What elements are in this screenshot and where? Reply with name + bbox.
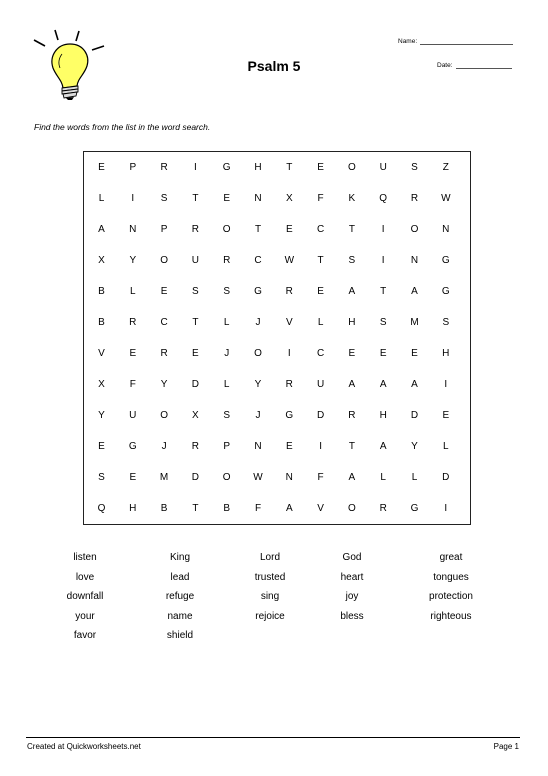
word-list-item: downfall	[66, 591, 104, 603]
grid-letter[interactable]: U	[379, 162, 387, 173]
grid-letter[interactable]: X	[98, 255, 105, 266]
grid-letter[interactable]: S	[192, 286, 199, 297]
grid-letter[interactable]: G	[441, 286, 450, 297]
grid-letter[interactable]: T	[317, 255, 324, 266]
grid-letter[interactable]: G	[222, 162, 231, 173]
word-list-item: lead	[170, 571, 190, 583]
grid-letter[interactable]: P	[160, 224, 168, 235]
grid-row	[84, 369, 470, 400]
word-list-item: shield	[166, 630, 194, 642]
grid-letter[interactable]: L	[411, 472, 418, 483]
grid-letter[interactable]: R	[191, 441, 199, 452]
grid-letter[interactable]: O	[348, 503, 356, 514]
grid-letter[interactable]: V	[98, 348, 105, 359]
grid-letter[interactable]: C	[160, 317, 168, 328]
grid-letter[interactable]: A	[411, 286, 418, 297]
grid-letter[interactable]: D	[191, 472, 199, 483]
grid-letter[interactable]: V	[317, 503, 324, 514]
grid-letter[interactable]: W	[284, 255, 295, 266]
grid-letter[interactable]: S	[223, 286, 231, 297]
grid-row	[84, 431, 470, 462]
grid-letter[interactable]: D	[316, 410, 325, 421]
grid-letter[interactable]: S	[442, 317, 450, 328]
grid-letter[interactable]: E	[285, 224, 293, 235]
grid-letter[interactable]: S	[98, 472, 105, 483]
grid-letter[interactable]: Y	[98, 410, 105, 421]
grid-letter[interactable]: K	[348, 193, 356, 204]
word-list-item: bless	[340, 610, 364, 622]
grid-letter[interactable]: E	[285, 441, 293, 452]
grid-row	[84, 214, 470, 245]
grid-letter[interactable]: R	[410, 193, 419, 204]
grid-letter[interactable]: E	[129, 348, 137, 359]
grid-row	[84, 183, 470, 214]
word-list-item: name	[167, 610, 193, 622]
grid-letter[interactable]: R	[160, 348, 168, 359]
word-list-item: rejoice	[255, 610, 285, 622]
grid-letter[interactable]: W	[441, 193, 451, 204]
grid-letter[interactable]: P	[129, 162, 137, 173]
grid-letter[interactable]: X	[285, 193, 293, 204]
grid-letter[interactable]: D	[410, 410, 419, 421]
grid-letter[interactable]: T	[286, 162, 293, 173]
grid-letter[interactable]: J	[255, 410, 261, 421]
word-list-item: your	[75, 610, 95, 622]
name-field[interactable]	[398, 38, 513, 45]
grid-letter[interactable]: T	[192, 317, 199, 328]
date-field[interactable]	[437, 62, 512, 69]
grid-letter[interactable]: G	[410, 503, 419, 514]
grid-letter[interactable]: G	[441, 255, 450, 266]
grid-letter[interactable]: E	[129, 472, 137, 483]
grid-letter[interactable]: T	[192, 503, 199, 514]
grid-letter[interactable]: E	[223, 193, 231, 204]
grid-letter[interactable]: D	[442, 472, 450, 483]
word-list-item: listen	[73, 552, 97, 563]
grid-letter[interactable]: B	[98, 286, 105, 297]
grid-letter[interactable]: R	[129, 317, 137, 328]
grid-letter[interactable]: S	[160, 193, 168, 204]
grid-letter[interactable]: E	[160, 286, 168, 297]
grid-letter[interactable]: L	[317, 317, 324, 328]
grid-row	[84, 462, 470, 493]
grid-letter[interactable]: A	[285, 503, 293, 514]
grid-letter[interactable]: X	[192, 410, 199, 421]
name-label: Name:	[398, 38, 418, 45]
grid-letter[interactable]: J	[224, 348, 230, 359]
grid-letter[interactable]: G	[285, 410, 294, 421]
grid-letter[interactable]: A	[98, 224, 105, 235]
grid-letter[interactable]: S	[348, 255, 356, 266]
grid-letter[interactable]: A	[348, 472, 356, 483]
grid-letter[interactable]: Y	[254, 379, 262, 390]
grid-letter[interactable]: E	[317, 286, 324, 297]
grid-row	[84, 338, 470, 369]
grid-letter[interactable]: F	[129, 379, 136, 390]
page-title: Psalm 5	[247, 58, 301, 74]
grid-letter[interactable]: C	[316, 348, 325, 359]
grid-letter[interactable]: E	[411, 348, 418, 359]
grid-letter[interactable]: V	[285, 317, 293, 328]
grid-letter[interactable]: B	[98, 317, 105, 328]
grid-letter[interactable]: C	[254, 255, 262, 266]
grid-letter[interactable]: H	[442, 348, 450, 359]
grid-letter[interactable]: O	[222, 224, 231, 235]
word-list-item: tongues	[433, 571, 469, 583]
grid-letter[interactable]: B	[160, 503, 168, 514]
grid-row	[84, 276, 470, 307]
grid-letter[interactable]: I	[194, 162, 197, 173]
grid-letter[interactable]: J	[255, 317, 261, 328]
grid-letter[interactable]: N	[254, 193, 262, 204]
grid-letter[interactable]: P	[223, 441, 231, 452]
grid-letter[interactable]: T	[192, 193, 199, 204]
grid-letter[interactable]: L	[380, 472, 386, 483]
grid-letter[interactable]: A	[348, 379, 356, 390]
word-list-item: sing	[260, 591, 280, 603]
grid-letter[interactable]: I	[444, 503, 448, 514]
grid-letter[interactable]: L	[223, 379, 230, 390]
grid-letter[interactable]: T	[254, 224, 262, 235]
grid-letter[interactable]: S	[411, 162, 418, 173]
grid-letter[interactable]: A	[379, 379, 387, 390]
grid-row	[84, 307, 470, 338]
grid-letter[interactable]: O	[160, 255, 168, 266]
grid-letter[interactable]: O	[254, 348, 262, 359]
page-number: Page 1	[493, 742, 519, 751]
word-list-item: joy	[345, 591, 359, 603]
grid-row	[84, 245, 470, 276]
date-label: Date:	[437, 62, 453, 69]
grid-letter[interactable]: D	[191, 379, 199, 390]
grid-letter[interactable]: B	[223, 503, 231, 514]
grid-letter[interactable]: W	[253, 472, 263, 483]
grid-letter[interactable]: G	[254, 286, 262, 297]
grid-letter[interactable]: S	[223, 410, 231, 421]
grid-letter[interactable]: H	[129, 503, 137, 514]
grid-letter[interactable]: E	[98, 441, 105, 452]
grid-letter[interactable]: G	[128, 441, 137, 452]
word-list-item: protection	[429, 591, 473, 603]
grid-letter[interactable]: A	[379, 441, 387, 452]
grid-letter[interactable]: I	[381, 255, 385, 266]
grid-letter[interactable]: M	[410, 317, 419, 328]
grid-letter[interactable]: L	[443, 441, 449, 452]
footer-divider	[26, 737, 520, 738]
grid-letter[interactable]: T	[380, 286, 387, 297]
grid-letter[interactable]: N	[442, 224, 450, 235]
grid-letter[interactable]: A	[411, 379, 418, 390]
grid-letter[interactable]: Y	[129, 255, 137, 266]
grid-letter[interactable]: N	[129, 224, 137, 235]
grid-letter[interactable]: O	[222, 472, 231, 483]
word-list-item: great	[439, 552, 463, 563]
grid-letter[interactable]: O	[410, 224, 419, 235]
grid-letter[interactable]: U	[191, 255, 199, 266]
instructions: Find the words from the list in the word search.	[34, 122, 211, 132]
grid-letter[interactable]: I	[287, 348, 291, 359]
word-list-item: refuge	[165, 591, 195, 603]
grid-letter[interactable]: U	[316, 379, 325, 390]
grid-letter[interactable]: L	[223, 317, 230, 328]
word-list-item: favor	[73, 630, 97, 642]
grid-letter[interactable]: E	[442, 410, 450, 421]
grid-letter[interactable]: H	[379, 410, 387, 421]
grid-letter[interactable]: M	[159, 472, 169, 483]
grid-letter[interactable]: R	[379, 503, 387, 514]
word-list-item: Lord	[259, 552, 280, 563]
grid-letter[interactable]: N	[285, 472, 293, 483]
grid-letter[interactable]: I	[131, 193, 135, 204]
word-list-item: heart	[340, 571, 364, 583]
grid-letter[interactable]: I	[444, 379, 448, 390]
grid-letter[interactable]: R	[191, 224, 199, 235]
grid-letter[interactable]: U	[129, 410, 137, 421]
grid-letter[interactable]: N	[410, 255, 419, 266]
grid-letter[interactable]: R	[348, 410, 356, 421]
grid-letter[interactable]: L	[98, 193, 105, 204]
grid-letter[interactable]: R	[160, 162, 168, 173]
grid-letter[interactable]: F	[317, 472, 324, 483]
grid-letter[interactable]: T	[348, 224, 355, 235]
grid-letter[interactable]: H	[348, 317, 356, 328]
grid-letter[interactable]: A	[348, 286, 356, 297]
grid-letter[interactable]: T	[348, 441, 355, 452]
grid-letter[interactable]: O	[348, 162, 356, 173]
grid-letter[interactable]: Q	[379, 193, 388, 204]
grid-letter[interactable]: N	[254, 441, 262, 452]
word-list-item: love	[75, 571, 95, 583]
grid-letter[interactable]: F	[254, 503, 262, 514]
grid-letter[interactable]: Y	[411, 441, 418, 452]
grid-letter[interactable]: E	[379, 348, 387, 359]
word-search-grid	[83, 151, 471, 525]
grid-letter[interactable]: R	[285, 379, 293, 390]
grid-letter[interactable]: X	[98, 379, 105, 390]
grid-letter[interactable]: F	[317, 193, 324, 204]
grid-letter[interactable]: H	[254, 162, 262, 173]
grid-letter[interactable]: S	[379, 317, 387, 328]
grid-letter[interactable]: C	[316, 224, 325, 235]
grid-letter[interactable]: O	[160, 410, 168, 421]
grid-letter[interactable]: R	[223, 255, 231, 266]
grid-letter[interactable]: Z	[442, 162, 449, 173]
word-list-item: righteous	[430, 610, 472, 622]
grid-letter[interactable]: J	[161, 441, 167, 452]
grid-row	[84, 493, 470, 524]
grid-letter[interactable]: I	[319, 441, 322, 452]
word-list-item: King	[169, 552, 190, 563]
grid-letter[interactable]: E	[192, 348, 199, 359]
grid-letter[interactable]: I	[381, 224, 385, 235]
grid-letter[interactable]: R	[285, 286, 293, 297]
grid-letter[interactable]: Y	[160, 379, 168, 390]
grid-letter[interactable]: E	[348, 348, 356, 359]
word-list-item: trusted	[254, 571, 286, 583]
grid-letter[interactable]: E	[98, 162, 105, 173]
date-line[interactable]	[456, 62, 512, 69]
word-list-item: God	[342, 552, 362, 563]
grid-row	[84, 400, 470, 431]
grid-letter[interactable]: Q	[97, 503, 106, 514]
grid-row	[84, 152, 470, 183]
footer-credit: Created at Quickworksheets.net	[27, 742, 141, 751]
grid-letter[interactable]: E	[317, 162, 324, 173]
name-line[interactable]	[420, 38, 513, 45]
grid-letter[interactable]: L	[130, 286, 136, 297]
